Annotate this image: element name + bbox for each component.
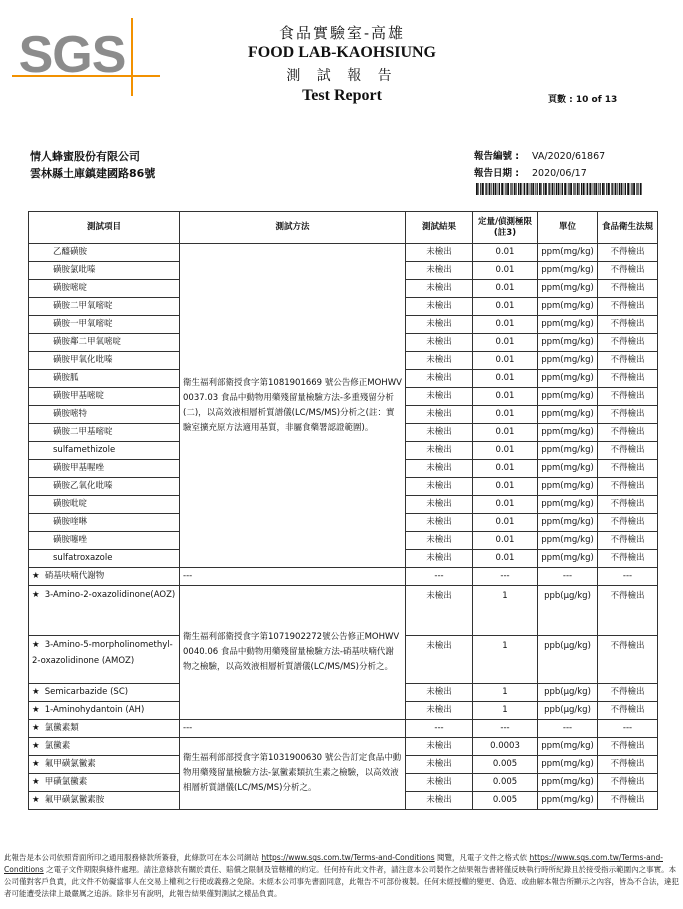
- item-name: 3-Amino-5-morpholinomethyl-2-oxazolidinone (AMOZ): [32, 640, 173, 666]
- result-cell: 未檢出: [406, 280, 473, 298]
- barcode-bar: [516, 183, 517, 195]
- limit-cell: 0.01: [473, 280, 538, 298]
- lab-name-en: FOOD LAB-KAOHSIUNG: [247, 44, 436, 61]
- barcode-bar: [531, 183, 532, 195]
- unit-cell: ppm(mg/kg): [538, 406, 598, 424]
- item-name: 磺胺嘧特: [29, 406, 180, 424]
- item-name: 3-Amino-2-oxazolidinone(AOZ): [44, 590, 176, 600]
- item-name: 磺胺吡啶: [29, 496, 180, 514]
- unit-cell: ppm(mg/kg): [538, 262, 598, 280]
- unit-cell: ppm(mg/kg): [538, 550, 598, 568]
- result-cell: 未檢出: [406, 684, 473, 702]
- standard-cell: 不得檢出: [598, 316, 658, 334]
- barcode-bar: [574, 183, 575, 195]
- barcode-bar: [604, 183, 605, 195]
- limit-cell: 0.01: [473, 532, 538, 550]
- item-name: 氯黴素: [44, 741, 71, 751]
- table-row: [29, 738, 658, 756]
- barcode-bar: [630, 183, 631, 195]
- barcode-bar: [495, 183, 497, 195]
- unit-cell: ppm(mg/kg): [538, 792, 598, 810]
- result-cell: 未檢出: [406, 774, 473, 792]
- test-method: 衛生福利部部授食字第1031900630 號公告訂定食品中動物用藥殘留量檢驗方法-氯黴素類抗生素之檢驗，以高效液相層析質譜儀(LC/MS/MS)分析之。: [180, 738, 406, 810]
- unit-cell: ---: [538, 568, 598, 586]
- barcode-bar: [619, 183, 620, 195]
- item-name: 磺胺一甲氧嘧啶: [29, 316, 180, 334]
- barcode-bar: [570, 183, 572, 195]
- barcode-bar: [514, 183, 516, 195]
- barcode-bar: [552, 183, 554, 195]
- barcode-bar: [505, 183, 506, 195]
- star-icon: ★: [32, 705, 40, 715]
- test-method: 衛生福利部衛授食字第1081901669 號公告修正MOHWV0037.03 食品中動物用藥殘留量檢驗方法-多重殘留分析(二)，以高效液相層析質譜儀(LC/MS/MS)分析之(註：實驗室擴充原方法適用基質，非屬食藥署認證範圍)。: [180, 244, 406, 568]
- barcode-bar: [573, 183, 574, 195]
- limit-cell: 0.01: [473, 478, 538, 496]
- standard-cell: 不得檢出: [598, 442, 658, 460]
- result-cell: 未檢出: [406, 550, 473, 568]
- item-name: 磺胺乙氧化吡嗪: [29, 478, 180, 496]
- header-limit: 定量/偵測極限(註3): [473, 212, 538, 244]
- unit-cell: ppm(mg/kg): [538, 756, 598, 774]
- star-icon: ★: [32, 723, 40, 733]
- barcode-bar: [493, 183, 494, 195]
- barcode-bar: [625, 183, 626, 195]
- barcode-bar: [518, 183, 519, 195]
- category-row: [29, 568, 658, 586]
- category-name: 硝基呋喃代謝物: [44, 571, 105, 581]
- result-cell: 未檢出: [406, 636, 473, 684]
- client-address: 雲林縣土庫鎮建國路86號: [30, 167, 156, 180]
- barcode-bar: [558, 183, 560, 195]
- header-method: 測試方法: [180, 212, 406, 244]
- result-cell: 未檢出: [406, 702, 473, 720]
- test-method: 衛生福利部衛授食字第1071902272號公告修正MOHWV0040.06 食品中動物用藥殘留量檢驗方法-硝基呋喃代謝物之檢驗，以高效液相層析質譜儀(LC/MS/MS)分析之。: [180, 586, 406, 720]
- barcode-bar: [486, 183, 487, 195]
- report-number-label: 報告編號 :: [474, 151, 520, 162]
- item-name: 磺胺鄰二甲氧嘧啶: [29, 334, 180, 352]
- limit-cell: 0.01: [473, 334, 538, 352]
- unit-cell: ppm(mg/kg): [538, 424, 598, 442]
- barcode-bar: [567, 183, 568, 195]
- lab-name-cn: 食品實驗室-高雄: [278, 24, 406, 42]
- barcode-bar: [587, 183, 588, 195]
- barcode-bar: [594, 183, 595, 195]
- item-name: 氟甲磺氯黴素胺: [44, 795, 105, 805]
- unit-cell: ppb(μg/kg): [538, 702, 598, 720]
- unit-cell: ppb(μg/kg): [538, 586, 598, 636]
- table-row: [29, 586, 658, 636]
- limit-cell: 0.01: [473, 496, 538, 514]
- barcode-bar: [637, 183, 638, 195]
- item-name: 乙醯磺胺: [29, 244, 180, 262]
- unit-cell: ppm(mg/kg): [538, 388, 598, 406]
- report-date: 2020/06/17: [532, 168, 587, 179]
- result-cell: 未檢出: [406, 460, 473, 478]
- standard-cell: ---: [598, 568, 658, 586]
- report-date-label: 報告日期 :: [474, 168, 520, 179]
- barcode-bar: [501, 183, 503, 195]
- barcode-bar: [617, 183, 618, 195]
- barcode-bar: [586, 183, 587, 195]
- unit-cell: ppm(mg/kg): [538, 370, 598, 388]
- barcode-bar: [549, 183, 550, 195]
- terms-link-2[interactable]: https://www.sgs.com.tw/Terms-and-Conditions: [4, 853, 663, 874]
- unit-cell: ppm(mg/kg): [538, 352, 598, 370]
- star-icon: ★: [32, 640, 40, 650]
- standard-cell: 不得檢出: [598, 388, 658, 406]
- limit-cell: 0.01: [473, 424, 538, 442]
- barcode-bar: [611, 183, 612, 195]
- star-icon: ★: [32, 777, 40, 787]
- standard-cell: 不得檢出: [598, 406, 658, 424]
- footer-text-1: 此報告是本公司依照背面所印之通用服務條款所簽發，此條款可在本公司網站: [4, 853, 259, 862]
- barcode-bar: [633, 183, 635, 195]
- barcode-bar: [511, 183, 512, 195]
- standard-cell: 不得檢出: [598, 298, 658, 316]
- limit-cell: 0.01: [473, 352, 538, 370]
- table-row: [29, 244, 658, 262]
- client-name: 情人蜂蜜股份有限公司: [30, 150, 140, 163]
- unit-cell: ppm(mg/kg): [538, 774, 598, 792]
- limit-cell: 0.01: [473, 370, 538, 388]
- results-table: [28, 211, 658, 810]
- barcode-bar: [543, 183, 544, 195]
- item-name: sulfatroxazole: [29, 550, 180, 568]
- test-method: ---: [180, 720, 406, 738]
- header-standard: 食品衛生法規: [598, 212, 658, 244]
- item-name: 磺胺嘧啶: [29, 280, 180, 298]
- footer-text-3: 之電子文件期限與條件處理。請注意條款有關於責任、賠償之限制及管轄權的約定。任何持有此文件者，請注意本公司製作之結果報告書將僅反映執行時所紀錄且於接受指示範圍內之事實。本公司僅對客戶負責，此文件不妨礙當事人在交易上權利之行使或義務之免除。未經本公司事先書面同意，此報告不可部份複製。任何未經授權的變更、偽造、或曲解本報告所顯示之內容，皆為不合法，違犯者可能遭受法律上最嚴厲之追訴。除非另有說明，此報告結果僅對測試之樣品負責。: [4, 865, 679, 898]
- limit-cell: 0.01: [473, 262, 538, 280]
- barcode-bar: [545, 183, 547, 195]
- barcode-bar: [510, 183, 511, 195]
- result-cell: 未檢出: [406, 370, 473, 388]
- standard-cell: ---: [598, 720, 658, 738]
- result-cell: 未檢出: [406, 586, 473, 636]
- barcode-bar: [539, 183, 541, 195]
- standard-cell: 不得檢出: [598, 636, 658, 684]
- report-title-cn: 測 試 報 告: [286, 68, 398, 84]
- barcode-bar: [480, 183, 481, 195]
- unit-cell: ppm(mg/kg): [538, 532, 598, 550]
- limit-cell: 0.01: [473, 298, 538, 316]
- standard-cell: 不得檢出: [598, 424, 658, 442]
- standard-cell: 不得檢出: [598, 792, 658, 810]
- unit-cell: ppm(mg/kg): [538, 460, 598, 478]
- barcode-bar: [600, 183, 601, 195]
- result-cell: 未檢出: [406, 756, 473, 774]
- star-icon: ★: [32, 759, 40, 769]
- result-cell: 未檢出: [406, 424, 473, 442]
- result-cell: 未檢出: [406, 478, 473, 496]
- result-cell: 未檢出: [406, 334, 473, 352]
- barcode-bar: [608, 183, 610, 195]
- result-cell: 未檢出: [406, 352, 473, 370]
- report-info: [474, 148, 605, 182]
- barcode-bar: [476, 183, 478, 195]
- limit-cell: 0.005: [473, 774, 538, 792]
- limit-cell: 1: [473, 586, 538, 636]
- limit-cell: 1: [473, 684, 538, 702]
- result-cell: 未檢出: [406, 298, 473, 316]
- result-cell: 未檢出: [406, 388, 473, 406]
- result-cell: 未檢出: [406, 496, 473, 514]
- result-cell: 未檢出: [406, 442, 473, 460]
- item-name: 磺胺二甲氧嘧啶: [29, 298, 180, 316]
- barcode-bar: [579, 183, 580, 195]
- limit-cell: 0.01: [473, 460, 538, 478]
- page-label: 頁數 :: [548, 95, 573, 105]
- barcode: [476, 183, 642, 195]
- barcode-bar: [636, 183, 637, 195]
- unit-cell: ppm(mg/kg): [538, 496, 598, 514]
- result-cell: 未檢出: [406, 514, 473, 532]
- barcode-bar: [482, 183, 484, 195]
- standard-cell: 不得檢出: [598, 514, 658, 532]
- standard-cell: 不得檢出: [598, 550, 658, 568]
- barcode-bar: [507, 183, 509, 195]
- barcode-bar: [537, 183, 538, 195]
- barcode-bar: [568, 183, 569, 195]
- star-icon: ★: [32, 795, 40, 805]
- header-result: 測試結果: [406, 212, 473, 244]
- header-item: 測試項目: [29, 212, 180, 244]
- item-name: 氟甲磺氯黴素: [44, 759, 96, 769]
- barcode-bar: [499, 183, 500, 195]
- standard-cell: 不得檢出: [598, 586, 658, 636]
- unit-cell: ppm(mg/kg): [538, 244, 598, 262]
- star-icon: ★: [32, 571, 40, 581]
- barcode-bar: [627, 183, 629, 195]
- limit-cell: ---: [473, 568, 538, 586]
- footer-disclaimer: [4, 852, 680, 909]
- result-cell: 未檢出: [406, 316, 473, 334]
- standard-cell: 不得檢出: [598, 478, 658, 496]
- barcode-bar: [598, 183, 599, 195]
- page-value: 10 of 13: [575, 95, 618, 105]
- limit-cell: 1: [473, 702, 538, 720]
- table-header-row: [29, 212, 658, 244]
- standard-cell: 不得檢出: [598, 352, 658, 370]
- item-name: 磺胺胍: [29, 370, 180, 388]
- item-name: 磺胺甲氧化吡嗪: [29, 352, 180, 370]
- standard-cell: 不得檢出: [598, 370, 658, 388]
- result-cell: 未檢出: [406, 792, 473, 810]
- barcode-bar: [561, 183, 562, 195]
- sgs-logo: [12, 18, 160, 96]
- category-row: [29, 720, 658, 738]
- barcode-bar: [640, 183, 642, 195]
- barcode-bar: [577, 183, 579, 195]
- limit-cell: 0.01: [473, 244, 538, 262]
- item-name: 磺胺氯吡嗪: [29, 262, 180, 280]
- unit-cell: ppm(mg/kg): [538, 316, 598, 334]
- page-number: [548, 92, 617, 105]
- result-cell: 未檢出: [406, 738, 473, 756]
- unit-cell: ---: [538, 720, 598, 738]
- barcode-bar: [498, 183, 499, 195]
- barcode-bar: [581, 183, 582, 195]
- unit-cell: ppm(mg/kg): [538, 738, 598, 756]
- barcode-bar: [624, 183, 625, 195]
- standard-cell: 不得檢出: [598, 280, 658, 298]
- barcode-bar: [621, 183, 623, 195]
- barcode-bar: [562, 183, 563, 195]
- result-cell: 未檢出: [406, 244, 473, 262]
- item-name: 磺胺甲基喔唑: [29, 460, 180, 478]
- barcode-bar: [532, 183, 534, 195]
- unit-cell: ppb(μg/kg): [538, 636, 598, 684]
- unit-cell: ppm(mg/kg): [538, 298, 598, 316]
- standard-cell: 不得檢出: [598, 334, 658, 352]
- unit-cell: ppm(mg/kg): [538, 478, 598, 496]
- limit-cell: 0.01: [473, 316, 538, 334]
- item-name: 磺胺二甲基嘧啶: [29, 424, 180, 442]
- barcode-bar: [520, 183, 522, 195]
- barcode-bar: [491, 183, 492, 195]
- barcode-bar: [606, 183, 607, 195]
- barcode-bar: [524, 183, 525, 195]
- barcode-bar: [523, 183, 524, 195]
- category-name: 氯黴素類: [44, 723, 79, 733]
- standard-cell: 不得檢出: [598, 262, 658, 280]
- footer-text-2: 閱覽，凡電子文件之格式依: [437, 853, 528, 862]
- barcode-bar: [615, 183, 617, 195]
- item-name: 磺胺噻唑: [29, 532, 180, 550]
- result-cell: ---: [406, 568, 473, 586]
- barcode-bar: [526, 183, 528, 195]
- standard-cell: 不得檢出: [598, 702, 658, 720]
- unit-cell: ppm(mg/kg): [538, 280, 598, 298]
- standard-cell: 不得檢出: [598, 460, 658, 478]
- barcode-bar: [485, 183, 486, 195]
- star-icon: ★: [32, 741, 40, 751]
- barcode-bar: [631, 183, 632, 195]
- standard-cell: 不得檢出: [598, 756, 658, 774]
- header-unit: 單位: [538, 212, 598, 244]
- report-number: VA/2020/61867: [532, 151, 606, 162]
- client-block: [30, 148, 155, 182]
- barcode-bar: [595, 183, 597, 195]
- limit-cell: 0.01: [473, 550, 538, 568]
- barcode-bar: [612, 183, 613, 195]
- report-title-en: Test Report: [302, 87, 382, 104]
- item-name: Semicarbazide (SC): [44, 687, 129, 697]
- limit-cell: 0.01: [473, 514, 538, 532]
- standard-cell: 不得檢出: [598, 496, 658, 514]
- terms-link-1[interactable]: https://www.sgs.com.tw/Terms-and-Conditions: [261, 853, 435, 862]
- limit-cell: 0.01: [473, 442, 538, 460]
- barcode-bar: [478, 183, 479, 195]
- unit-cell: ppm(mg/kg): [538, 442, 598, 460]
- item-name: 磺胺喹啉: [29, 514, 180, 532]
- barcode-bar: [529, 183, 530, 195]
- standard-cell: 不得檢出: [598, 532, 658, 550]
- barcode-bar: [504, 183, 505, 195]
- barcode-bar: [535, 183, 536, 195]
- item-name: 甲磺氯黴素: [44, 777, 88, 787]
- limit-cell: 0.0003: [473, 738, 538, 756]
- logo-text: SGS: [18, 26, 126, 84]
- test-method: ---: [180, 568, 406, 586]
- result-cell: 未檢出: [406, 532, 473, 550]
- barcode-bar: [564, 183, 566, 195]
- barcode-bar: [602, 183, 604, 195]
- unit-cell: ppm(mg/kg): [538, 514, 598, 532]
- limit-cell: 0.005: [473, 792, 538, 810]
- limit-cell: 1: [473, 636, 538, 684]
- standard-cell: 不得檢出: [598, 738, 658, 756]
- barcode-bar: [554, 183, 555, 195]
- item-name: 1-Aminohydantoin (AH): [44, 705, 145, 715]
- barcode-bar: [489, 183, 491, 195]
- standard-cell: 不得檢出: [598, 684, 658, 702]
- limit-cell: ---: [473, 720, 538, 738]
- result-cell: 未檢出: [406, 262, 473, 280]
- unit-cell: ppb(μg/kg): [538, 684, 598, 702]
- result-cell: 未檢出: [406, 406, 473, 424]
- standard-cell: 不得檢出: [598, 774, 658, 792]
- standard-cell: 不得檢出: [598, 244, 658, 262]
- barcode-bar: [541, 183, 542, 195]
- unit-cell: ppm(mg/kg): [538, 334, 598, 352]
- barcode-bar: [583, 183, 585, 195]
- item-name: sulfamethizole: [29, 442, 180, 460]
- limit-cell: 0.01: [473, 406, 538, 424]
- barcode-bar: [556, 183, 557, 195]
- barcode-bar: [589, 183, 591, 195]
- limit-cell: 0.005: [473, 756, 538, 774]
- star-icon: ★: [32, 687, 40, 697]
- barcode-bar: [548, 183, 549, 195]
- barcode-bar: [592, 183, 593, 195]
- limit-cell: 0.01: [473, 388, 538, 406]
- result-cell: ---: [406, 720, 473, 738]
- item-name: 磺胺甲基嘧啶: [29, 388, 180, 406]
- star-icon: ★: [32, 590, 40, 600]
